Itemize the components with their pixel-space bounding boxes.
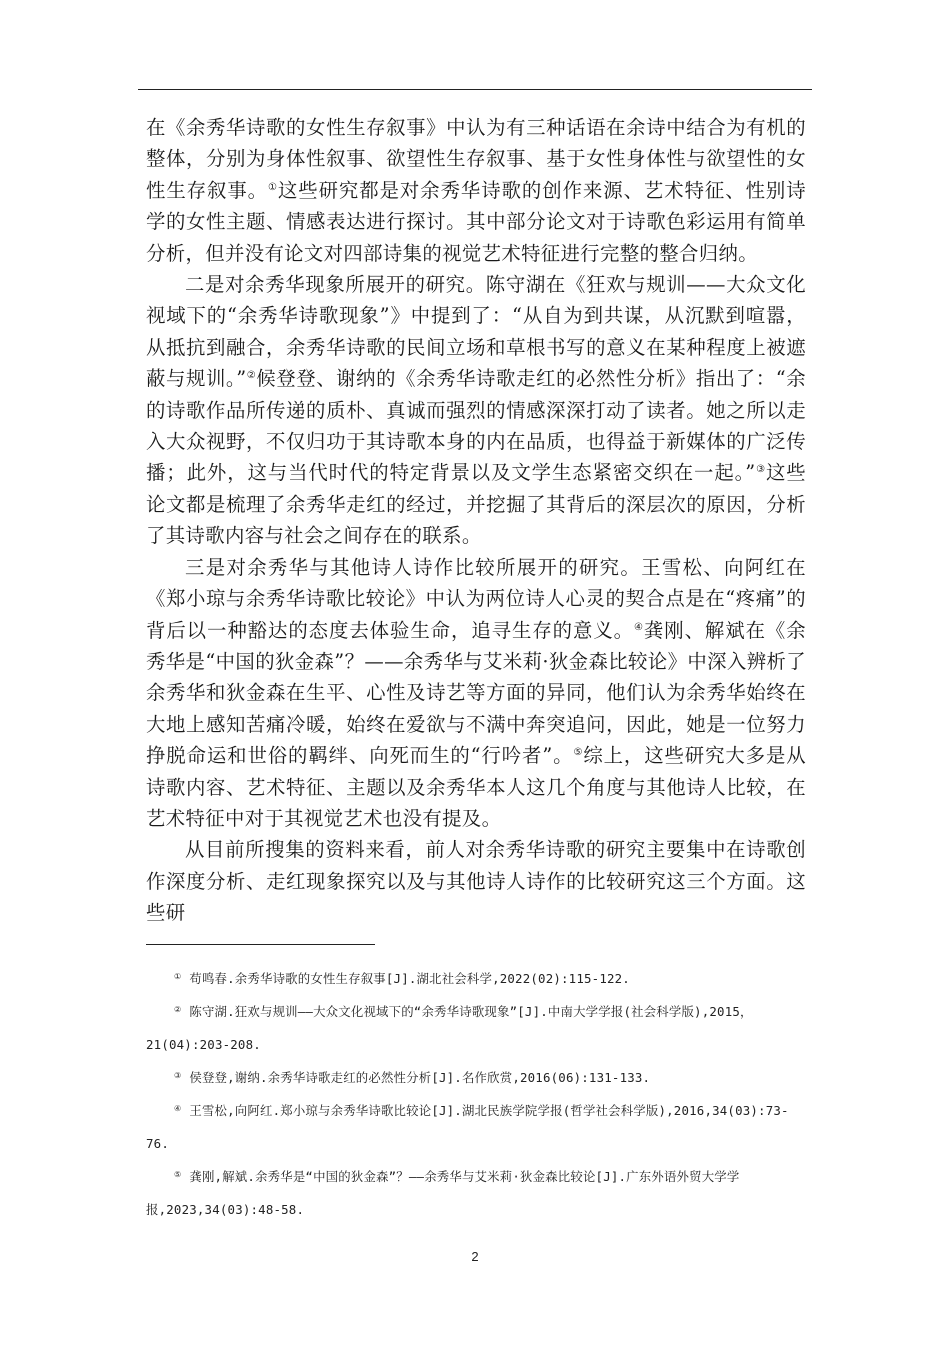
footnote-reference: ⑤ [573, 747, 584, 759]
footnote-reference: ③ [755, 464, 766, 476]
footnote [146, 995, 810, 1061]
footnote-text: 侯登登,谢纳.余秀华诗歌走红的必然性分析[J].名作欣赏,2016(06):131-133. [189, 1070, 651, 1085]
footnote-text: 龚刚,解斌.余秀华是“中国的狄金森”？——余秀华与艾米莉·狄金森比较论[J].广东外语外贸大学学报,2023,34(03):48-58. [146, 1169, 740, 1217]
footnote-text: 苟鸣春.余秀华诗歌的女性生存叙事[J].湖北社会科学,2022(02):115-122. [189, 971, 630, 986]
paragraph-text: 这些研究都是对余秀华诗歌的创作来源、艺术特征、性别诗学的女性主题、情感表达进行探讨。其中部分论文对于诗歌色彩运用有简单分析，但并没有论文对四部诗集的视觉艺术特征进行完整的整合归纳。 [146, 178, 806, 265]
body-paragraph [146, 552, 806, 835]
page-number: 2 [471, 1249, 479, 1264]
footnote [146, 962, 810, 995]
body-paragraph [146, 112, 806, 269]
paragraph-text: 在《余秀华诗歌的女性生存叙事》中认为有三种话语在余诗中结合为有机的整体，分别为身体性叙事、欲望性生存叙事、基于女性身体性与欲望性的女性生存叙事。 [146, 116, 806, 202]
footnote-mark: ① [174, 972, 182, 981]
paragraph-text: 龚刚、解斌在《余秀华是“中国的狄金森”？——余秀华与艾米莉·狄金森比较论》中深入辨析了余秀华和狄金森在生平、心性及诗艺等方面的异同，他们认为余秀华始终在大地上感知苦痛冷暖，始终在爱欲与不满中奔突追问，因此，她是一位努力挣脱命运和世俗的羁绊、向死而生的“行吟者”。 [146, 618, 806, 768]
footnote-text: 陈守湖.狂欢与规训——大众文化视域下的“余秀华诗歌现象”[J].中南大学学报(社会科学版),2015，21(04):203-208. [146, 1004, 753, 1052]
body-text [146, 112, 806, 929]
footnote-mark: ④ [174, 1104, 182, 1113]
body-paragraph [146, 834, 806, 928]
paragraph-text: 候登登、谢纳的《余秀华诗歌走红的必然性分析》指出了：“余的诗歌作品所传递的质朴、真诚而强烈的情感深深打动了读者。她之所以走入大众视野，不仅归功于其诗歌本身的内在品质，也得益于新媒体的广泛传播；此外，这与当代时代的特定背景以及文学生态紧密交织在一起。” [146, 367, 806, 485]
footnote-mark: ② [174, 1005, 182, 1014]
footnote-reference: ④ [634, 621, 644, 633]
footnote-separator [146, 944, 375, 945]
footnote-reference: ① [268, 181, 278, 193]
footnote [146, 1094, 810, 1160]
footnote-mark: ⑤ [174, 1170, 182, 1179]
footnote [146, 1061, 810, 1094]
header-rule [138, 89, 812, 90]
footnote-reference: ② [246, 370, 257, 382]
footnote [146, 1160, 810, 1226]
footnote-text: 王雪松,向阿红.郑小琼与余秀华诗歌比较论[J].湖北民族学院学报(哲学社会科学版),2016,34(03):73-76. [146, 1103, 789, 1151]
footnotes [146, 962, 810, 1226]
paragraph-text: 二是对余秀华现象所展开的研究。陈守湖在《狂欢与规训——大众文化视域下的“余秀华诗歌现象”》中提到了：“从自为到共谋，从沉默到喧嚣，从抵抗到融合，余秀华诗歌的民间立场和草根书写的意义在某种程度上被遮蔽与规训。” [146, 273, 806, 391]
footnote-mark: ③ [174, 1071, 182, 1080]
paragraph-text: 从目前所搜集的资料来看，前人对余秀华诗歌的研究主要集中在诗歌创作深度分析、走红现象探究以及与其他诗人诗作的比较研究这三个方面。这些研 [146, 838, 806, 925]
paragraph-text: 综上，这些研究大多是从诗歌内容、艺术特征、主题以及余秀华本人这几个角度与其他诗人比较，在艺术特征中对于其视觉艺术也没有提及。 [146, 744, 806, 830]
paragraph-text: 三是对余秀华与其他诗人诗作比较所展开的研究。王雪松、向阿红在《郑小琼与余秀华诗歌比较论》中认为两位诗人心灵的契合点是在“疼痛”的背后以一种豁达的态度去体验生命，追寻生存的意义。 [146, 555, 806, 642]
paragraph-text: 这些论文都是梳理了余秀华走红的经过，并挖掘了其背后的深层次的原因，分析了其诗歌内容与社会之间存在的联系。 [146, 461, 806, 548]
body-paragraph [146, 269, 806, 552]
